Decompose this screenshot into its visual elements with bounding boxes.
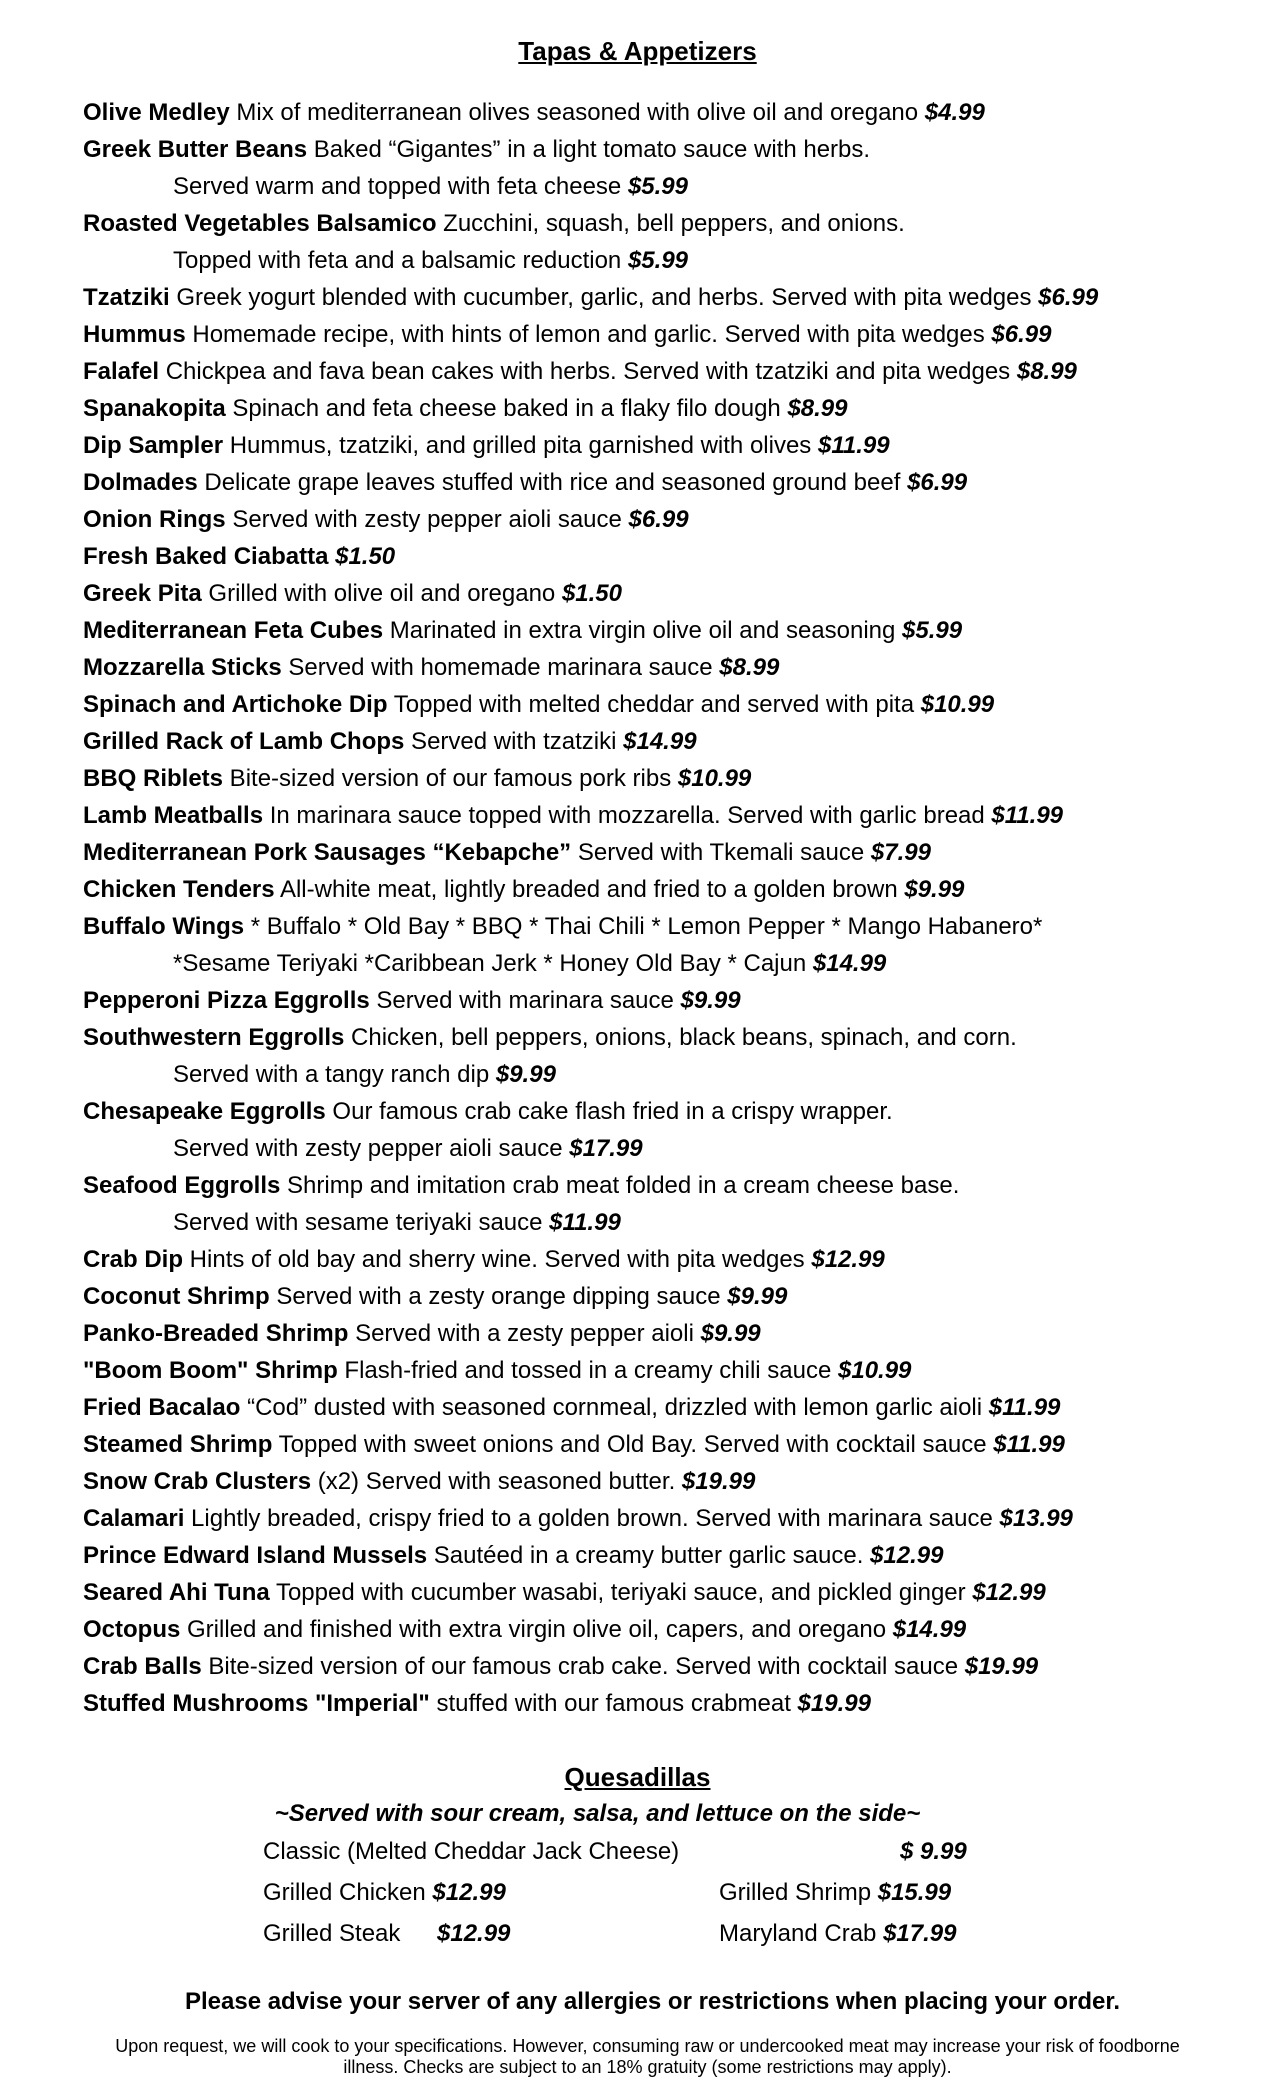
menu-item-name: Steamed Shrimp bbox=[83, 1431, 273, 1458]
menu-item-name: Calamari bbox=[83, 1505, 185, 1532]
menu-item-description: Topped with melted cheddar and served with pita bbox=[387, 691, 921, 718]
menu-item-description: Served with marinara sauce bbox=[369, 987, 681, 1014]
menu-item bbox=[83, 982, 1253, 1019]
menu-item-name: "Boom Boom" Shrimp bbox=[83, 1357, 338, 1384]
menu-item-price: $6.99 bbox=[907, 469, 968, 496]
menu-item bbox=[83, 94, 1253, 131]
menu-item-description: Served with a zesty pepper aioli bbox=[348, 1320, 701, 1347]
menu-item bbox=[83, 723, 1253, 760]
quesadilla-classic-price-cell bbox=[900, 1838, 967, 1866]
tapas-heading: Tapas & Appetizers bbox=[518, 36, 757, 66]
quesadilla-label: Grilled Steak bbox=[263, 1920, 401, 1947]
menu-item-name: Fried Bacalao bbox=[83, 1394, 241, 1421]
menu-item-description: In marinara sauce topped with mozzarella. Served with garlic bread bbox=[263, 802, 992, 829]
menu-item bbox=[83, 316, 1253, 353]
menu-item-name: Greek Pita bbox=[83, 580, 202, 607]
menu-item-name: Snow Crab Clusters bbox=[83, 1468, 312, 1495]
menu-item-description: All-white meat, lightly breaded and fried to a golden brown bbox=[274, 876, 905, 903]
menu-item-description: Served with zesty pepper aioli sauce bbox=[225, 506, 629, 533]
menu-item-continuation bbox=[83, 1204, 1253, 1241]
menu-item-description: Hummus, tzatziki, and grilled pita garnished with olives bbox=[223, 432, 818, 459]
menu-item-price: $10.99 bbox=[920, 691, 995, 718]
menu-item bbox=[83, 1685, 1253, 1722]
menu-item-price: $11.99 bbox=[993, 1431, 1065, 1458]
menu-item-description: Marinated in extra virgin olive oil and seasoning bbox=[383, 617, 903, 644]
quesadilla-label: Maryland Crab bbox=[719, 1920, 884, 1947]
menu-item-name: Stuffed Mushrooms "Imperial" bbox=[83, 1690, 430, 1717]
menu-item-name: Mediterranean Feta Cubes bbox=[83, 617, 384, 644]
menu-item-name: Hummus bbox=[83, 321, 186, 348]
quesadilla-price: $17.99 bbox=[883, 1920, 957, 1947]
menu-item bbox=[83, 390, 1253, 427]
menu-item-price: $4.99 bbox=[924, 99, 985, 126]
menu-item bbox=[83, 1093, 1253, 1167]
quesadillas-heading: Quesadillas bbox=[564, 1762, 711, 1792]
quesadilla-label: Grilled Shrimp bbox=[719, 1879, 878, 1906]
menu-item bbox=[83, 279, 1253, 316]
menu-item-description: Homemade recipe, with hints of lemon and garlic. Served with pita wedges bbox=[185, 321, 992, 348]
menu-item-price: $8.99 bbox=[1016, 358, 1077, 385]
menu-item-name: Fresh Baked Ciabatta bbox=[83, 543, 329, 570]
menu-item-name: Dip Sampler bbox=[83, 432, 224, 459]
menu-item-name: Pepperoni Pizza Eggrolls bbox=[83, 987, 370, 1014]
menu-item-name: Greek Butter Beans bbox=[83, 136, 308, 163]
menu-item-continuation bbox=[83, 242, 1253, 279]
quesadilla-row bbox=[263, 1879, 1023, 1920]
menu-item-price: $11.99 bbox=[549, 1209, 621, 1236]
menu-item-name: Seafood Eggrolls bbox=[83, 1172, 281, 1199]
menu-item bbox=[83, 612, 1253, 649]
menu-item-name: Crab Balls bbox=[83, 1653, 202, 1680]
menu-item-price: $9.99 bbox=[700, 1320, 761, 1347]
menu-item-description: Our famous crab cake flash fried in a crispy wrapper. bbox=[325, 1098, 893, 1125]
menu-item-price: $19.99 bbox=[797, 1690, 871, 1717]
menu-item-continuation-text: Served with zesty pepper aioli sauce bbox=[173, 1135, 570, 1162]
menu-item-name: Coconut Shrimp bbox=[83, 1283, 270, 1310]
quesadilla-price: $12.99 bbox=[432, 1879, 506, 1906]
quesadilla-label: Classic (Melted Cheddar Jack Cheese) bbox=[263, 1838, 680, 1865]
menu-item-price: $5.99 bbox=[902, 617, 963, 644]
menu-item bbox=[83, 1611, 1253, 1648]
menu-item-description: Chickpea and fava bean cakes with herbs. Served with tzatziki and pita wedges bbox=[159, 358, 1017, 385]
menu-item-price: $9.99 bbox=[495, 1061, 556, 1088]
menu-item-description: Served with Tkemali sauce bbox=[571, 839, 871, 866]
menu-item bbox=[83, 834, 1253, 871]
menu-item-description: Lightly breaded, crispy fried to a golden brown. Served with marinara sauce bbox=[184, 1505, 1000, 1532]
quesadilla-grilled-chicken bbox=[263, 1879, 506, 1907]
menu-item-description: Hints of old bay and sherry wine. Served with pita wedges bbox=[183, 1246, 812, 1273]
menu-item-price: $8.99 bbox=[719, 654, 780, 681]
menu-item-price: $8.99 bbox=[787, 395, 848, 422]
quesadilla-grilled-shrimp bbox=[719, 1879, 951, 1907]
quesadilla-grilled-steak bbox=[263, 1920, 510, 1948]
menu-item-description: Shrimp and imitation crab meat folded in a cream cheese base. bbox=[280, 1172, 960, 1199]
menu-item-description: stuffed with our famous crabmeat bbox=[429, 1690, 798, 1717]
menu-item-description: Sautéed in a creamy butter garlic sauce. bbox=[427, 1542, 871, 1569]
menu-item-name: Spinach and Artichoke Dip bbox=[83, 691, 388, 718]
fine-print-disclaimer: Upon request, we will cook to your specifications. However, consuming raw or undercooked meat may increase your risk of foodborne illness. Checks are subject to an 18% gratuity (some restrictions may apply). bbox=[115, 2036, 1180, 2077]
menu-item-name: Roasted Vegetables Balsamico bbox=[83, 210, 437, 237]
menu-item-price: $14.99 bbox=[812, 950, 887, 977]
quesadilla-label: Grilled Chicken bbox=[263, 1879, 433, 1906]
menu-item bbox=[83, 1389, 1253, 1426]
menu-item-name: Olive Medley bbox=[83, 99, 230, 126]
menu-item-description: Mix of mediterranean olives seasoned with olive oil and oregano bbox=[229, 99, 925, 126]
menu-item-name: Mozzarella Sticks bbox=[83, 654, 282, 681]
menu-item-price: $6.99 bbox=[1038, 284, 1099, 311]
menu-item-name: Tzatziki bbox=[83, 284, 170, 311]
menu-item-price: $1.50 bbox=[335, 543, 396, 570]
quesadilla-price: $ 9.99 bbox=[900, 1838, 967, 1865]
menu-item-price: $10.99 bbox=[677, 765, 752, 792]
menu-item-continuation bbox=[83, 1056, 1253, 1093]
menu-item bbox=[83, 501, 1253, 538]
menu-item-price: $12.99 bbox=[972, 1579, 1046, 1606]
quesadilla-row bbox=[263, 1838, 1023, 1879]
menu-item-name: Buffalo Wings bbox=[83, 913, 245, 940]
menu-item-price: $14.99 bbox=[892, 1616, 967, 1643]
menu-item-description: Topped with cucumber wasabi, teriyaki sauce, and pickled ginger bbox=[269, 1579, 973, 1606]
quesadilla-row bbox=[263, 1920, 1023, 1961]
menu-item-continuation-text: Served with a tangy ranch dip bbox=[173, 1061, 496, 1088]
menu-item-description: Grilled and finished with extra virgin olive oil, capers, and oregano bbox=[180, 1616, 893, 1643]
menu-item bbox=[83, 871, 1253, 908]
allergy-notice: Please advise your server of any allergies or restrictions when placing your order. bbox=[184, 1988, 1121, 2015]
menu-item-price: $6.99 bbox=[991, 321, 1052, 348]
menu-item-name: Chicken Tenders bbox=[83, 876, 275, 903]
menu-item-name: Onion Rings bbox=[83, 506, 226, 533]
menu-item bbox=[83, 1463, 1253, 1500]
menu-item-description: Spinach and feta cheese baked in a flaky filo dough bbox=[225, 395, 788, 422]
menu-item bbox=[83, 205, 1253, 279]
menu-item-name: Seared Ahi Tuna bbox=[83, 1579, 270, 1606]
menu-item-name: Prince Edward Island Mussels bbox=[83, 1542, 428, 1569]
menu-item-price: $19.99 bbox=[681, 1468, 756, 1495]
menu-item-continuation bbox=[83, 168, 1253, 205]
menu-item-name: Mediterranean Pork Sausages “Kebapche” bbox=[83, 839, 572, 866]
menu-item bbox=[83, 1278, 1253, 1315]
menu-item-price: $11.99 bbox=[988, 1394, 1061, 1421]
menu-item bbox=[83, 427, 1253, 464]
menu-item-price: $11.99 bbox=[817, 432, 890, 459]
menu-item bbox=[83, 353, 1253, 390]
menu-item-continuation-text: Served with sesame teriyaki sauce bbox=[173, 1209, 550, 1236]
menu-item-name: Grilled Rack of Lamb Chops bbox=[83, 728, 405, 755]
menu-item-continuation bbox=[83, 945, 1253, 982]
menu-item-description: Topped with sweet onions and Old Bay. Served with cocktail sauce bbox=[272, 1431, 994, 1458]
menu-item-price: $9.99 bbox=[727, 1283, 788, 1310]
quesadillas-grid bbox=[263, 1838, 1023, 1961]
quesadilla-price: $12.99 bbox=[437, 1920, 511, 1947]
menu-item bbox=[83, 797, 1253, 834]
menu-item-price: $14.99 bbox=[623, 728, 697, 755]
menu-item-continuation-text: Topped with feta and a balsamic reduction bbox=[173, 247, 628, 274]
menu-item-name: BBQ Riblets bbox=[83, 765, 224, 792]
menu-item-price: $19.99 bbox=[964, 1653, 1039, 1680]
menu-item bbox=[83, 575, 1253, 612]
menu-item-price: $9.99 bbox=[904, 876, 965, 903]
menu-item-name: Spanakopita bbox=[83, 395, 226, 422]
menu-item bbox=[83, 1019, 1253, 1093]
menu-item-description: Zucchini, squash, bell peppers, and onions. bbox=[436, 210, 905, 237]
menu-item-price: $12.99 bbox=[811, 1246, 885, 1273]
menu-item-description: Chicken, bell peppers, onions, black beans, spinach, and corn. bbox=[344, 1024, 1017, 1051]
menu-item bbox=[83, 1315, 1253, 1352]
menu-item bbox=[83, 760, 1253, 797]
menu-item bbox=[83, 1574, 1253, 1611]
menu-item bbox=[83, 464, 1253, 501]
menu-item-description: Served with a zesty orange dipping sauce bbox=[269, 1283, 728, 1310]
menu-item-description: * Buffalo * Old Bay * BBQ * Thai Chili * Lemon Pepper * Mango Habanero* bbox=[244, 913, 1043, 940]
menu-item-description: Bite-sized version of our famous pork ribs bbox=[223, 765, 678, 792]
menu-item-name: Dolmades bbox=[83, 469, 198, 496]
menu-item bbox=[83, 649, 1253, 686]
menu-item-name: Chesapeake Eggrolls bbox=[83, 1098, 326, 1125]
menu-item-price: $17.99 bbox=[569, 1135, 643, 1162]
menu-item-continuation-text: *Sesame Teriyaki *Caribbean Jerk * Honey Old Bay * Cajun bbox=[173, 950, 813, 977]
menu-item-description: Served with tzatziki bbox=[404, 728, 624, 755]
menu-item-price: $9.99 bbox=[680, 987, 741, 1014]
menu-item-description: Served with homemade marinara sauce bbox=[281, 654, 720, 681]
menu-item-name: Panko-Breaded Shrimp bbox=[83, 1320, 349, 1347]
menu-item-price: $11.99 bbox=[991, 802, 1064, 829]
menu-item bbox=[83, 1167, 1253, 1241]
menu-item-name: Octopus bbox=[83, 1616, 181, 1643]
menu-item-price: $5.99 bbox=[627, 173, 688, 200]
menu-item bbox=[83, 1648, 1253, 1685]
menu-item-description: Delicate grape leaves stuffed with rice and seasoned ground beef bbox=[197, 469, 908, 496]
menu-item-price: $5.99 bbox=[627, 247, 689, 274]
menu-item-price: $1.50 bbox=[561, 580, 622, 607]
menu-item-continuation bbox=[83, 1130, 1253, 1167]
menu-item-description: “Cod” dusted with seasoned cornmeal, drizzled with lemon garlic aioli bbox=[240, 1394, 989, 1421]
menu-item-price: $12.99 bbox=[870, 1542, 944, 1569]
menu-item-name: Crab Dip bbox=[83, 1246, 184, 1273]
menu-item-description: Bite-sized version of our famous crab cake. Served with cocktail sauce bbox=[201, 1653, 965, 1680]
menu-item bbox=[83, 1500, 1253, 1537]
menu-item-name: Southwestern Eggrolls bbox=[83, 1024, 345, 1051]
menu-item-price: $7.99 bbox=[870, 839, 931, 866]
quesadilla-maryland-crab bbox=[719, 1920, 956, 1948]
quesadillas-note: ~Served with sour cream, salsa, and lettuce on the side~ bbox=[274, 1800, 921, 1827]
menu-item bbox=[83, 908, 1253, 982]
menu-item bbox=[83, 1426, 1253, 1463]
menu-item-description: Greek yogurt blended with cucumber, garlic, and herbs. Served with pita wedges bbox=[169, 284, 1039, 311]
menu-item bbox=[83, 686, 1253, 723]
menu-item bbox=[83, 1352, 1253, 1389]
menu-item-price: $10.99 bbox=[838, 1357, 912, 1384]
menu-item bbox=[83, 1241, 1253, 1278]
menu-item-description: Flash-fried and tossed in a creamy chili sauce bbox=[337, 1357, 838, 1384]
menu-item bbox=[83, 131, 1253, 205]
quesadilla-classic bbox=[263, 1838, 679, 1866]
menu-item-name: Lamb Meatballs bbox=[83, 802, 264, 829]
tapas-item-list bbox=[83, 94, 1253, 1722]
menu-item-description: Grilled with olive oil and oregano bbox=[201, 580, 562, 607]
menu-item-name: Falafel bbox=[83, 358, 160, 385]
menu-item-description: (x2) Served with seasoned butter. bbox=[311, 1468, 682, 1495]
menu-item bbox=[83, 1537, 1253, 1574]
menu-item-price: $6.99 bbox=[628, 506, 689, 533]
menu-item-continuation-text: Served warm and topped with feta cheese bbox=[173, 173, 628, 200]
menu-item bbox=[83, 538, 1253, 575]
menu-item-price: $13.99 bbox=[999, 1505, 1073, 1532]
quesadilla-price: $15.99 bbox=[877, 1879, 952, 1906]
menu-item-description: Baked “Gigantes” in a light tomato sauce with herbs. bbox=[307, 136, 871, 163]
